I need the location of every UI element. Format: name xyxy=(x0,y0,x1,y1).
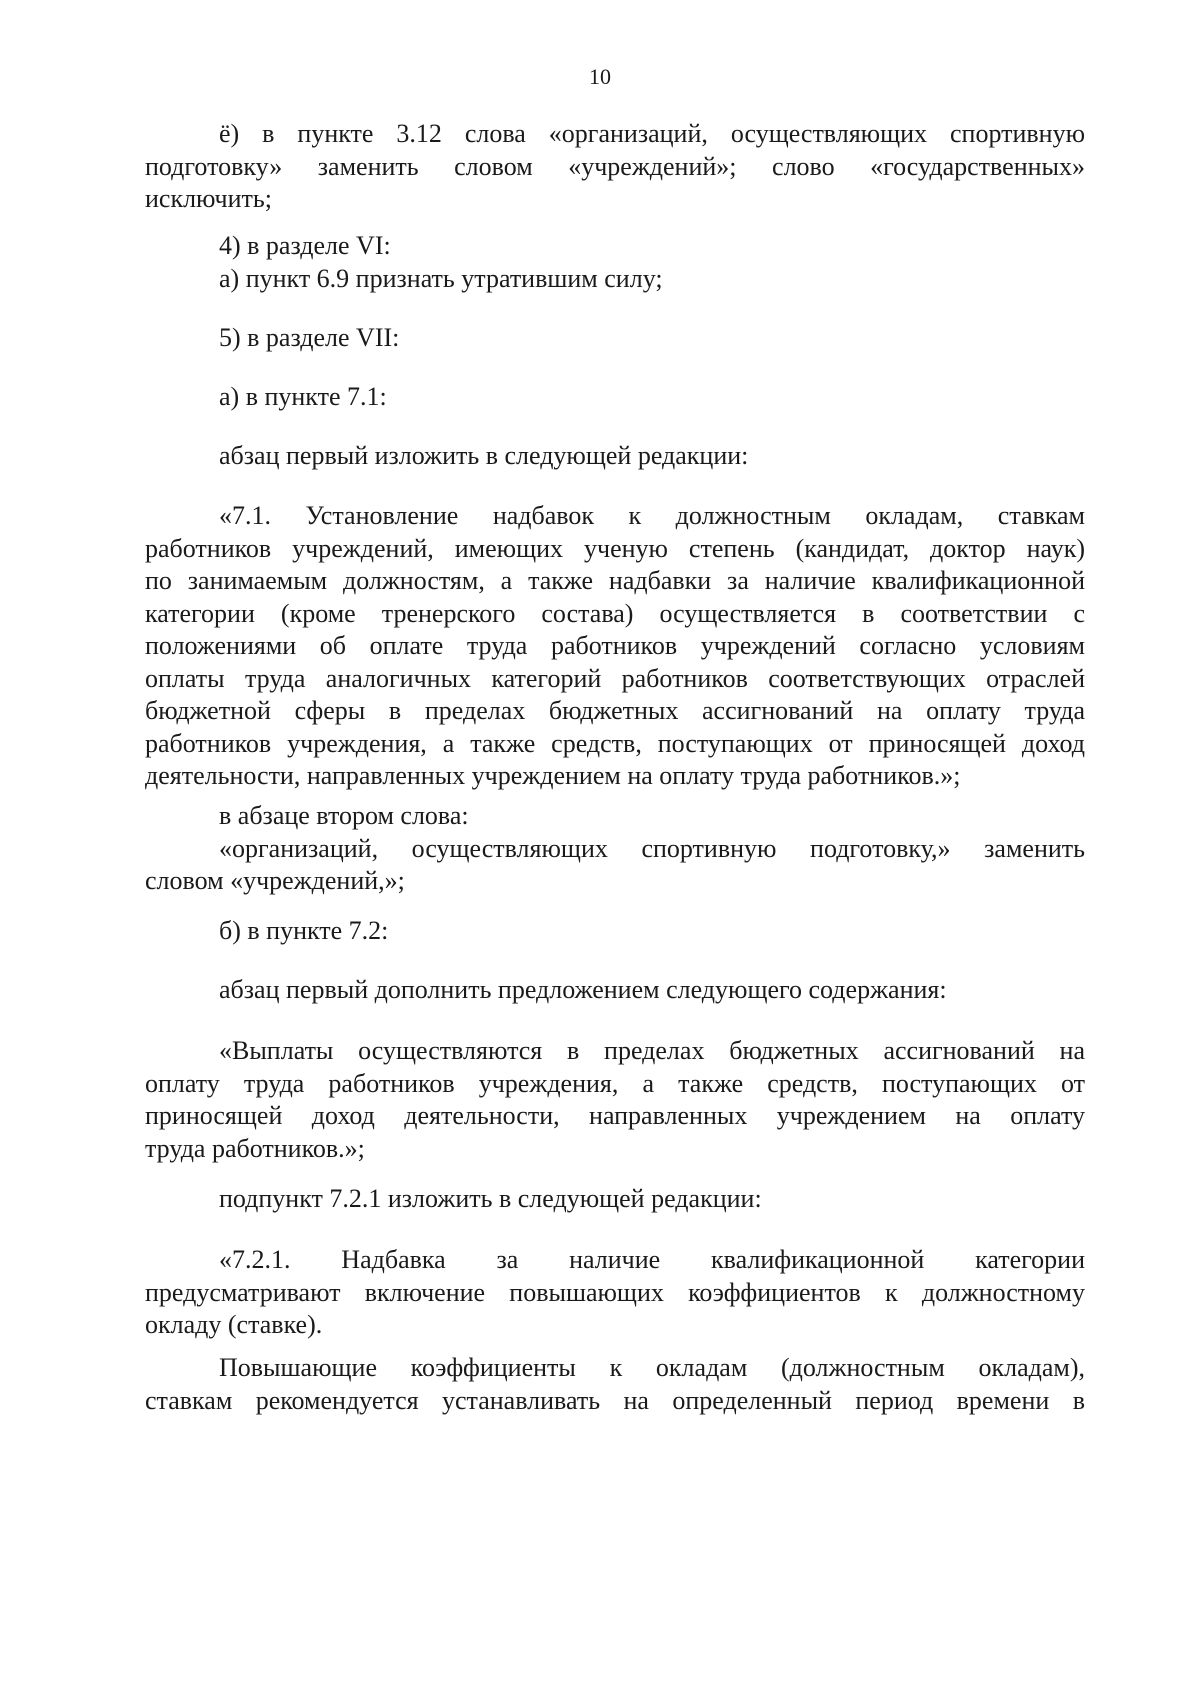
text-line: а) пункт 6.9 признать утратившим силу; xyxy=(219,263,663,293)
text-line: б) в пункте 7.2: xyxy=(219,916,389,945)
text-line: оплату труда работников учреждения, а также средств, поступающих от xyxy=(145,1068,1085,1098)
text-line: «7.1. Установление надбавок к должностным окладам, ставкам xyxy=(219,501,1085,530)
text-line: «организаций, осуществляющих спортивную подготовку,» заменить xyxy=(219,833,1085,863)
text-line: работников учреждения, а также средств, поступающих от приносящей доход xyxy=(145,728,1085,758)
paragraph-quote-7-2-1 xyxy=(145,1244,1085,1342)
text-line: абзац первый дополнить предложением следующего содержания: xyxy=(219,975,947,1004)
text-line: «Выплаты осуществляются в пределах бюджетных ассигнований на xyxy=(219,1036,1085,1065)
paragraph-point-7-2 xyxy=(145,915,1085,948)
paragraph-quote-payments xyxy=(145,1035,1085,1165)
text-line: ставкам рекомендуется устанавливать на определенный период времени в xyxy=(145,1385,1085,1415)
paragraph-section-vi xyxy=(145,230,1085,295)
text-line: в абзаце втором слова: xyxy=(219,801,469,830)
text-line: абзац первый изложить в следующей редакции: xyxy=(219,441,749,470)
text-line: а) в пункте 7.1: xyxy=(219,382,387,411)
text-line: бюджетной сферы в пределах бюджетных ассигнований на оплату труда xyxy=(145,696,1085,725)
text-line: исключить; xyxy=(145,184,272,213)
text-line: деятельности, направленных учреждением на оплату труда работников.»; xyxy=(145,761,961,790)
text-line: труда работников.»; xyxy=(145,1133,365,1163)
text-line: работников учреждений, имеющих ученую степень (кандидат, доктор наук) xyxy=(145,533,1085,563)
text-line: положениями об оплате труда работников учреждений согласно условиям xyxy=(145,631,1085,660)
paragraph-point-7-1 xyxy=(145,381,1085,414)
text-line: приносящей доход деятельности, направленных учреждением на оплату xyxy=(145,1101,1085,1130)
text-line: по занимаемым должностям, а также надбавки за наличие квалификационной xyxy=(145,566,1085,595)
paragraph-first-abzac xyxy=(145,440,1085,473)
text-line: 4) в разделе VI: xyxy=(219,231,391,260)
paragraph-section-vii xyxy=(145,322,1085,355)
text-line: категории (кроме тренерского состава) осуществляется в соответствии с xyxy=(145,598,1085,628)
text-line: подготовку» заменить словом «учреждений»; слово «государственных» xyxy=(145,151,1085,181)
text-line: «7.2.1. Надбавка за наличие квалификационной категории xyxy=(219,1245,1085,1274)
text-line: 5) в разделе VII: xyxy=(219,323,400,352)
paragraph-subpoint-7-2-1 xyxy=(145,1183,1085,1216)
paragraph-coefficients xyxy=(145,1352,1085,1417)
paragraph-supplement xyxy=(145,974,1085,1007)
text-line: оплаты труда аналогичных категорий работников соответствующих отраслей xyxy=(145,663,1085,693)
text-line: окладу (ставке). xyxy=(145,1310,323,1339)
paragraph-quote-7-1 xyxy=(145,500,1085,793)
text-line: словом «учреждений,»; xyxy=(145,866,405,895)
page-number: 10 xyxy=(589,64,611,89)
paragraph-second-abzac xyxy=(145,800,1085,898)
paragraph-yo-item xyxy=(145,118,1085,216)
text-line: подпункт 7.2.1 изложить в следующей редакции: xyxy=(219,1184,762,1213)
text-line: ё) в пункте 3.12 слова «организаций, осуществляющих спортивную xyxy=(219,119,1085,148)
text-line: Повышающие коэффициенты к окладам (должностным окладам), xyxy=(219,1353,1085,1382)
text-line: предусматривают включение повышающих коэффициентов к должностному xyxy=(145,1277,1085,1307)
